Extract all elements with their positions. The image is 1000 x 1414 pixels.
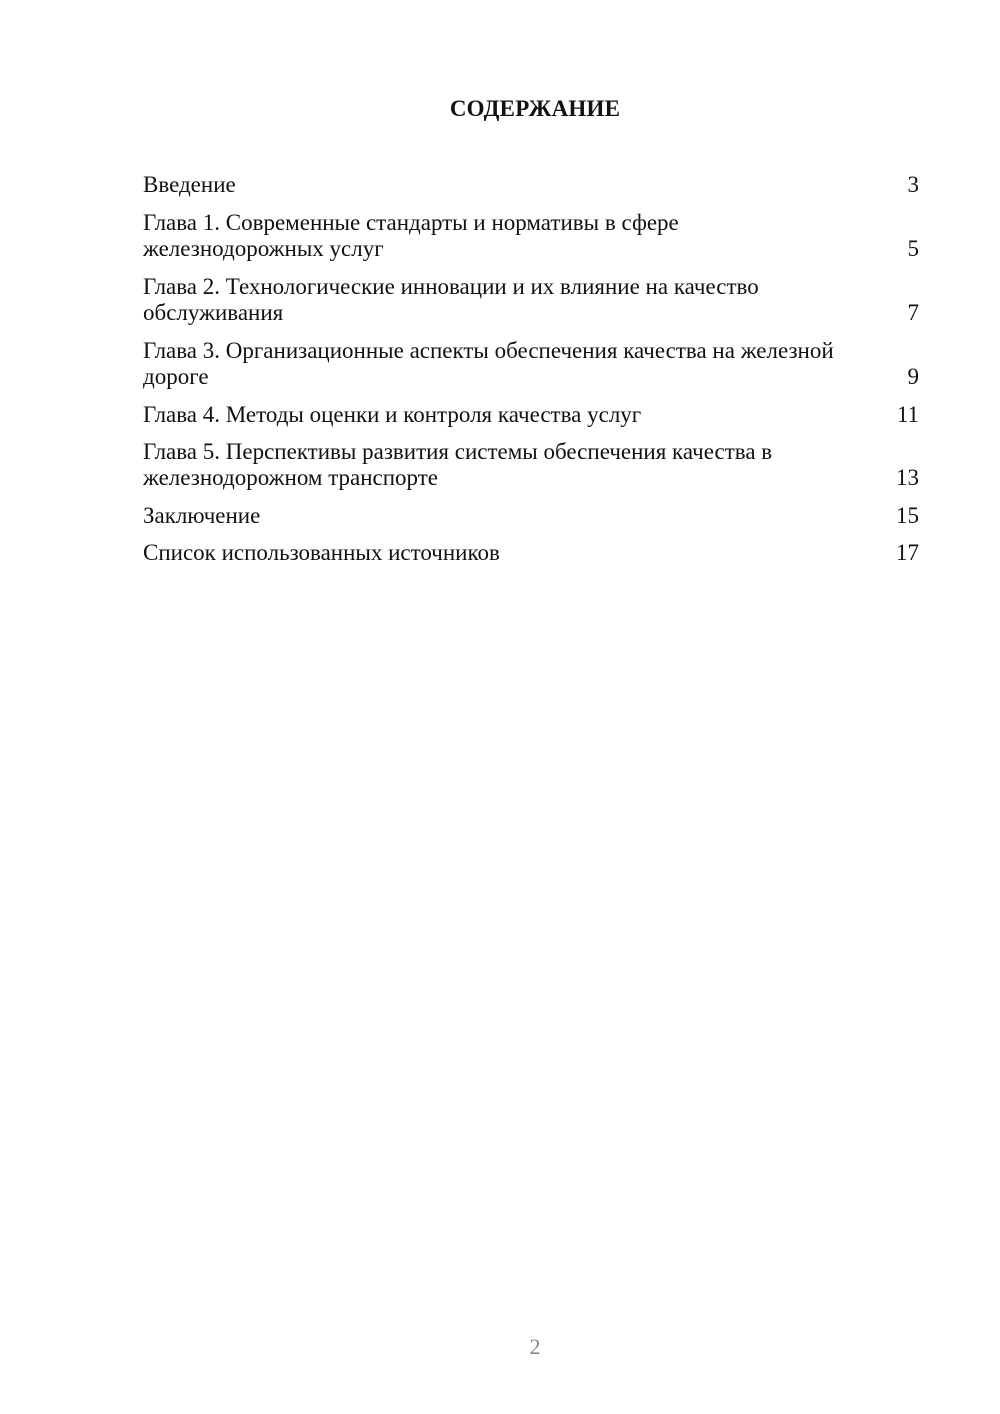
toc-entry [143,274,919,326]
toc-entry-label: Глава 3. Организационные аспекты обеспечения качества на железной дороге [143,338,834,389]
toc-entry [143,439,919,491]
toc-entry-page: 17 [896,540,919,565]
page-number: 2 [529,1334,541,1359]
toc-entry [143,540,919,566]
toc-entry-page: 5 [907,236,919,261]
toc-entry-label: Глава 2. Технологические инновации и их влияние на качество обслуживания [143,274,759,325]
toc-entry-label: Глава 4. Методы оценки и контроля качества услуг [143,402,642,427]
toc-entry-page: 11 [896,402,919,427]
toc-entry [143,402,919,428]
toc-entry-page: 15 [896,503,919,528]
toc-entry-page: 13 [896,465,919,490]
toc-entry [143,172,919,198]
toc-entry-label: Заключение [143,503,261,528]
toc-entry-label: Список использованных источников [143,540,500,565]
toc-entry-page: 7 [907,300,919,325]
toc-entry [143,210,919,262]
toc-entry-label: Глава 1. Современные стандарты и нормативы в сфере железнодорожных услуг [143,210,679,261]
page-title: СОДЕРЖАНИЕ [449,96,621,121]
toc-entry-page: 9 [907,364,919,389]
toc-entry [143,338,919,390]
toc-entry-page: 3 [907,172,919,197]
toc-entry-label: Глава 5. Перспективы развития системы обеспечения качества в железнодорожном транспорте [143,439,773,490]
toc-entry-label: Введение [143,172,236,197]
toc-entry [143,503,919,529]
